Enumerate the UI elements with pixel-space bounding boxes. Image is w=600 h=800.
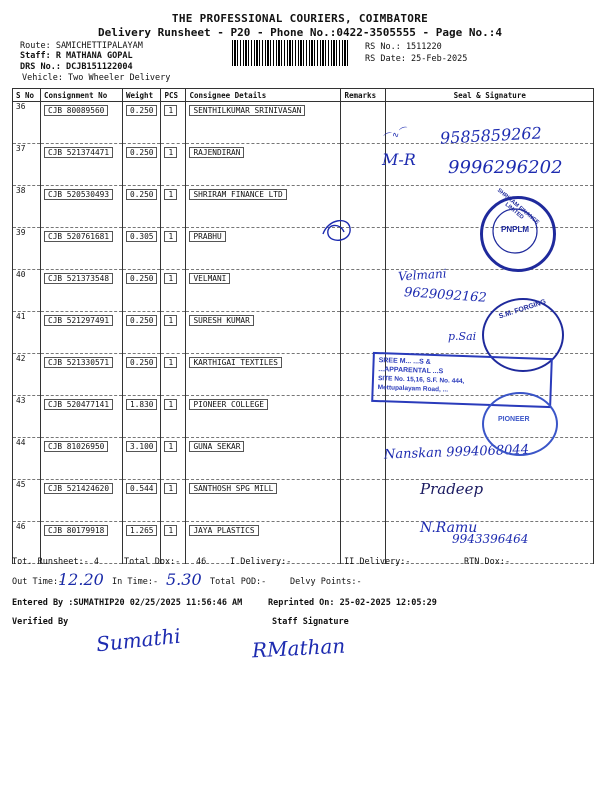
col-consignment: Consignment No: [41, 89, 123, 102]
weight-cell: 3.100: [126, 441, 157, 452]
handwriting-r40b: 9629092162: [403, 285, 488, 306]
weight-cell: 0.305: [126, 231, 157, 242]
sno-cell: 38: [13, 186, 41, 228]
weight-cell: 0.250: [126, 315, 157, 326]
handwriting-r40a: Velmani: [397, 266, 448, 284]
pcs-cell: 1: [164, 273, 177, 284]
pioneer-college-stamp: [482, 392, 558, 456]
consignment-cell: CJB 520761681: [44, 231, 113, 242]
i-delivery: I Delivery:-: [230, 557, 292, 567]
pioneer-ring-text: PIONEER: [498, 416, 530, 423]
consignment-cell: CJB 80179918: [44, 525, 108, 536]
verified-by-label: Verified By: [12, 617, 69, 627]
verified-signature: Sumathi: [94, 623, 182, 657]
page-title: THE PROFESSIONAL COURIERS, COIMBATORE: [171, 12, 429, 25]
sno-cell: 39: [13, 228, 41, 270]
pcs-cell: 1: [164, 357, 177, 368]
shriram-ring-text: SHRIRAM FINANCE LIMITED: [495, 187, 540, 226]
entered-by: Entered By :SUMATHIP20 02/25/2025 11:56:46 AM: [12, 598, 243, 608]
remarks-cell: [341, 438, 386, 480]
consignee-cell: PRABHU: [189, 231, 225, 242]
sree-line-4: Mettupalayam Road, ...: [377, 384, 449, 394]
consignment-cell: CJB 521373548: [44, 273, 113, 284]
remarks-cell: [341, 480, 386, 522]
sno-cell: 44: [13, 438, 41, 480]
pcs-cell: 1: [164, 483, 177, 494]
handwriting-r41: p.Sai: [448, 330, 477, 343]
sno-cell: 36: [13, 102, 41, 144]
weight-cell: 0.250: [126, 273, 157, 284]
in-time-label: In Time:-: [112, 577, 159, 587]
weight-cell: 0.250: [126, 105, 157, 116]
pcs-cell: 1: [164, 315, 177, 326]
shriram-finance-stamp: [480, 187, 556, 272]
consignment-cell: CJB 80089560: [44, 105, 108, 116]
col-sno: S No: [13, 89, 41, 102]
total-runsheet: Tot. Runsheet:- 4: [12, 557, 99, 567]
consignment-cell: CJB 520477141: [44, 399, 113, 410]
weight-cell: 1.830: [126, 399, 157, 410]
sno-cell: 45: [13, 480, 41, 522]
weight-cell: 1.265: [126, 525, 157, 536]
total-dox-value: 46: [196, 557, 207, 567]
weight-cell: 0.250: [126, 147, 157, 158]
sno-cell: 42: [13, 354, 41, 396]
handwriting-r46b: 9943396464: [452, 532, 529, 546]
total-pod: Total POD:-: [210, 577, 267, 587]
consignee-cell: RAJENDIRAN: [189, 147, 244, 158]
out-time-label: Out Time:-: [12, 577, 64, 587]
seal-cell: [386, 480, 594, 522]
weight-cell: 0.250: [126, 189, 157, 200]
rs-no-label: RS No.: 1511220: [365, 42, 442, 52]
pcs-cell: 1: [164, 147, 177, 158]
sm-forging-text: S.M. FORGING: [498, 298, 547, 321]
col-pcs: PCS: [161, 89, 186, 102]
barcode-image: [232, 40, 350, 66]
col-weight: Weight: [123, 89, 161, 102]
col-seal: Seal & Signature: [386, 89, 594, 102]
remarks-cell: [341, 312, 386, 354]
col-remarks: Remarks: [341, 89, 386, 102]
out-time-value: 12.20: [58, 570, 104, 589]
sree-line-1: SREE M... ...S &: [378, 357, 431, 366]
table-row: [13, 480, 594, 522]
shriram-center-text: PNPLM: [501, 225, 529, 234]
sno-cell: 37: [13, 144, 41, 186]
in-time-value: 5.30: [166, 570, 202, 589]
consignee-cell: SENTHILKUMAR SRINIVASAN: [189, 105, 305, 116]
remarks-cell: [341, 144, 386, 186]
sree-line-3: SITE No. 15,16, S.F. No. 444,: [377, 375, 465, 386]
consignee-cell: VELMANI: [189, 273, 230, 284]
consignee-cell: GUNA SEKAR: [189, 441, 244, 452]
sno-cell: 40: [13, 270, 41, 312]
vehicle-label: Vehicle: Two Wheeler Delivery: [22, 73, 171, 83]
handwriting-r44: Nanskan 9994068044: [383, 442, 530, 463]
page-subtitle: Delivery Runsheet - P20 - Phone No.:0422-3505555 - Page No.:4: [98, 26, 502, 39]
consignee-cell: SHRIRAM FINANCE LTD: [189, 189, 286, 200]
handwriting-r46a: N.Ramu: [420, 520, 478, 536]
sno-cell: 46: [13, 522, 41, 564]
consignment-cell: CJB 521374471: [44, 147, 113, 158]
rs-date-label: RS Date: 25-Feb-2025: [365, 54, 468, 64]
check-mark-icon: [318, 214, 358, 248]
pcs-cell: 1: [164, 525, 177, 536]
handwriting-r37b: 9996296202: [448, 157, 563, 178]
consignee-cell: SURESH KUMAR: [189, 315, 253, 326]
consignee-cell: KARTHIGAI TEXTILES: [189, 357, 282, 368]
pcs-cell: 1: [164, 441, 177, 452]
drs-label: DRS No.: DCJB151122004: [20, 62, 133, 72]
remarks-cell: [341, 270, 386, 312]
staff-signature: RMathan: [251, 633, 346, 663]
handwriting-r36: 9585859262: [439, 123, 543, 148]
rtn-dox: RTN Dox:-: [464, 557, 511, 567]
consignment-cell: CJB 521330571: [44, 357, 113, 368]
remarks-cell: [341, 102, 386, 144]
handwritten-scribble-r36: ⌒∿⌒: [381, 126, 409, 145]
sno-cell: 41: [13, 312, 41, 354]
total-dox-label: Total Dox:-: [124, 557, 181, 567]
pcs-cell: 1: [164, 399, 177, 410]
reprinted-on: Reprinted On: 25-02-2025 12:05:29: [268, 598, 437, 608]
sno-cell: 43: [13, 396, 41, 438]
route-label: Route: SAMICHETTIPALAYAM: [20, 41, 143, 51]
consignment-cell: CJB 521424620: [44, 483, 113, 494]
col-consignee: Consignee Details: [186, 89, 341, 102]
handwriting-r45: Pradeep: [420, 480, 484, 498]
staff-label: Staff: R MATHANA GOPAL: [20, 51, 133, 61]
consignee-cell: SANTHOSH SPG MILL: [189, 483, 277, 494]
consignment-cell: CJB 521297491: [44, 315, 113, 326]
pcs-cell: 1: [164, 105, 177, 116]
weight-cell: 0.250: [126, 357, 157, 368]
staff-signature-label: Staff Signature: [272, 617, 349, 627]
consignee-cell: JAYA PLASTICS: [189, 525, 258, 536]
delvy-points: Delvy Points:-: [290, 577, 362, 587]
consignment-cell: CJB 520530493: [44, 189, 113, 200]
handwriting-r37a: M-R: [382, 150, 416, 169]
table-header-row: [13, 89, 594, 102]
sree-line-2: ...APPARENTAL ...S: [378, 366, 444, 376]
pcs-cell: 1: [164, 189, 177, 200]
consignment-cell: CJB 81026950: [44, 441, 108, 452]
weight-cell: 0.544: [126, 483, 157, 494]
ii-delivery: II Delivery:-: [344, 557, 411, 567]
consignee-cell: PIONEER COLLEGE: [189, 399, 267, 410]
pcs-cell: 1: [164, 231, 177, 242]
